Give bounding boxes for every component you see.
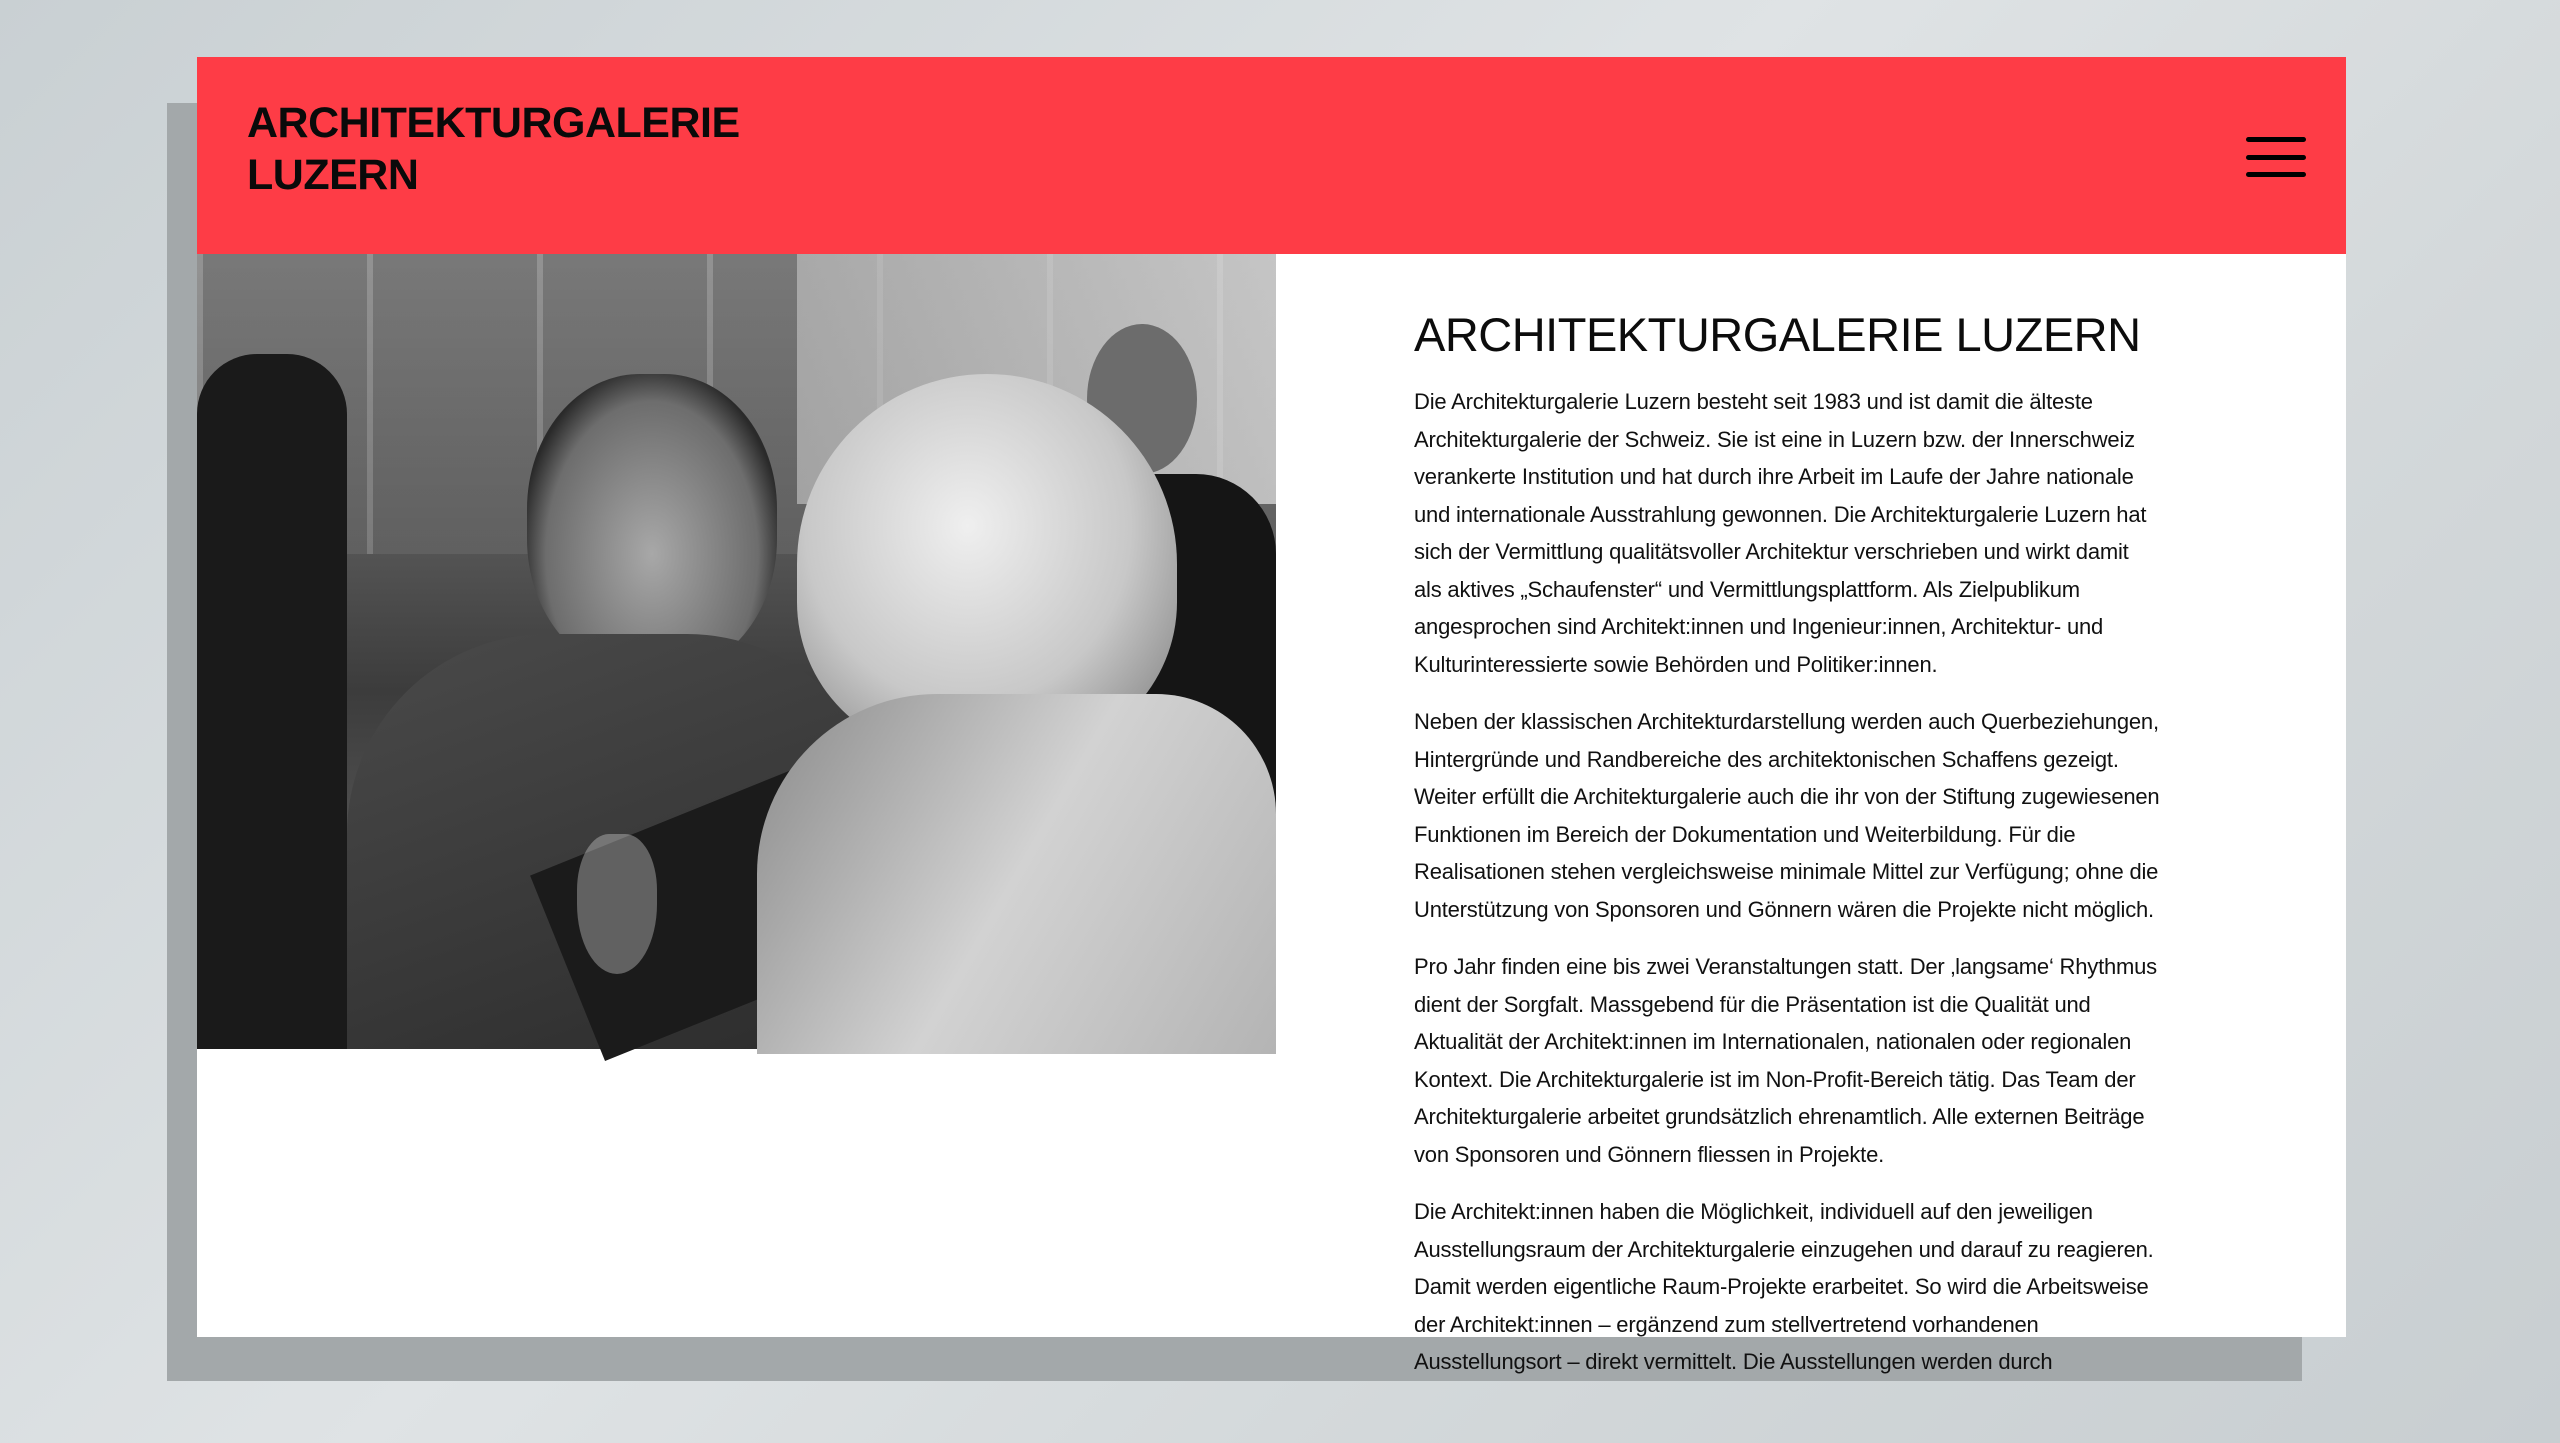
paragraph-line: angesprochen sind Architekt:innen und Ingenieur:innen, Architektur- und (1414, 614, 2104, 639)
paragraph-line: Kulturinteressierte sowie Behörden und Politiker:innen. (1414, 651, 1938, 677)
paragraph-line: Kontext. Die Architekturgalerie ist im Non-Profit-Bereich tätig. Das Team der (1414, 1066, 2136, 1092)
event-photo (197, 254, 1276, 1049)
paragraph-line: Unterstützung von Sponsoren und Gönnern wären die Projekte nicht möglich. (1414, 896, 2154, 922)
paragraph-line: Weiter erfüllt die Architekturgalerie auch die ihr von der Stiftung zugewiesenen (1414, 784, 2160, 809)
hamburger-menu-icon[interactable] (2246, 137, 2308, 181)
paragraph-line: Neben der klassischen Architekturdarstellung werden auch Querbeziehungen, (1414, 709, 2159, 734)
paragraph-line: Architekturgalerie arbeitet grundsätzlich ehrenamtlich. Alle externen Beiträge (1414, 1104, 2145, 1129)
body-paragraph (1414, 948, 2294, 1173)
paragraph-line: als aktives „Schaufenster“ und Vermittlungsplattform. Als Zielpublikum (1414, 576, 2080, 602)
paragraph-line: Hintergründe und Randbereiche des architektonischen Schaffens gezeigt. (1414, 746, 2119, 772)
body-paragraph (1414, 1193, 2294, 1381)
main-content (1414, 307, 2294, 1401)
site-header (197, 57, 2346, 254)
paragraph-line: verankerte Institution und hat durch ihre Arbeit im Laufe der Jahre nationale (1414, 464, 2134, 489)
paragraph-line: dient der Sorgfalt. Massgebend für die Präsentation ist die Qualität und (1414, 991, 2091, 1017)
browser-window (197, 57, 2346, 1374)
logo-line: ARCHITEKTURGALERIE (247, 99, 740, 147)
logo-line: LUZERN (247, 151, 419, 199)
page-title: ARCHITEKTURGALERIE LUZERN (1414, 308, 2141, 361)
paragraph-line: der Architekt:innen – ergänzend zum stellvertretend vorhandenen (1414, 1311, 2039, 1337)
paragraph-line: Die Architekturgalerie Luzern besteht seit 1983 und ist damit die älteste (1414, 389, 2093, 414)
paragraph-line: sich der Vermittlung qualitätsvoller Architektur verschrieben und wirkt damit (1414, 539, 2129, 564)
paragraph-line: Die Architekt:innen haben die Möglichkeit, individuell auf den jeweiligen (1414, 1199, 2093, 1224)
paragraph-line: Funktionen im Bereich der Dokumentation und Weiterbildung. Für die (1414, 821, 2076, 847)
paragraph-line: Aktualität der Architekt:innen im Internationalen, nationalen oder regionalen (1414, 1029, 2132, 1054)
body-paragraph (1414, 703, 2294, 928)
paragraph-line: Damit werden eigentliche Raum-Projekte erarbeitet. So wird die Arbeitsweise (1414, 1274, 2149, 1299)
body-paragraph (1414, 383, 2294, 683)
paragraph-line: Realisationen stehen vergleichsweise minimale Mittel zur Verfügung; ohne die (1414, 859, 2159, 884)
paragraph-line: Architekturgalerie der Schweiz. Sie ist eine in Luzern bzw. der Innerschweiz (1414, 426, 2135, 452)
paragraph-line: und internationale Ausstrahlung gewonnen. Die Architekturgalerie Luzern hat (1414, 501, 2147, 527)
paragraph-line: Pro Jahr finden eine bis zwei Veranstaltungen statt. Der ‚langsame‘ Rhythmus (1414, 954, 2157, 979)
paragraph-line: Ausstellungsort – direkt vermittelt. Die Ausstellungen werden durch (1414, 1349, 2053, 1374)
site-logo[interactable] (247, 97, 740, 201)
paragraph-line: Ausstellungsraum der Architekturgalerie einzugehen und darauf zu reagieren. (1414, 1236, 2154, 1262)
paragraph-line: von Sponsoren und Gönnern fliessen in Projekte. (1414, 1141, 1885, 1167)
